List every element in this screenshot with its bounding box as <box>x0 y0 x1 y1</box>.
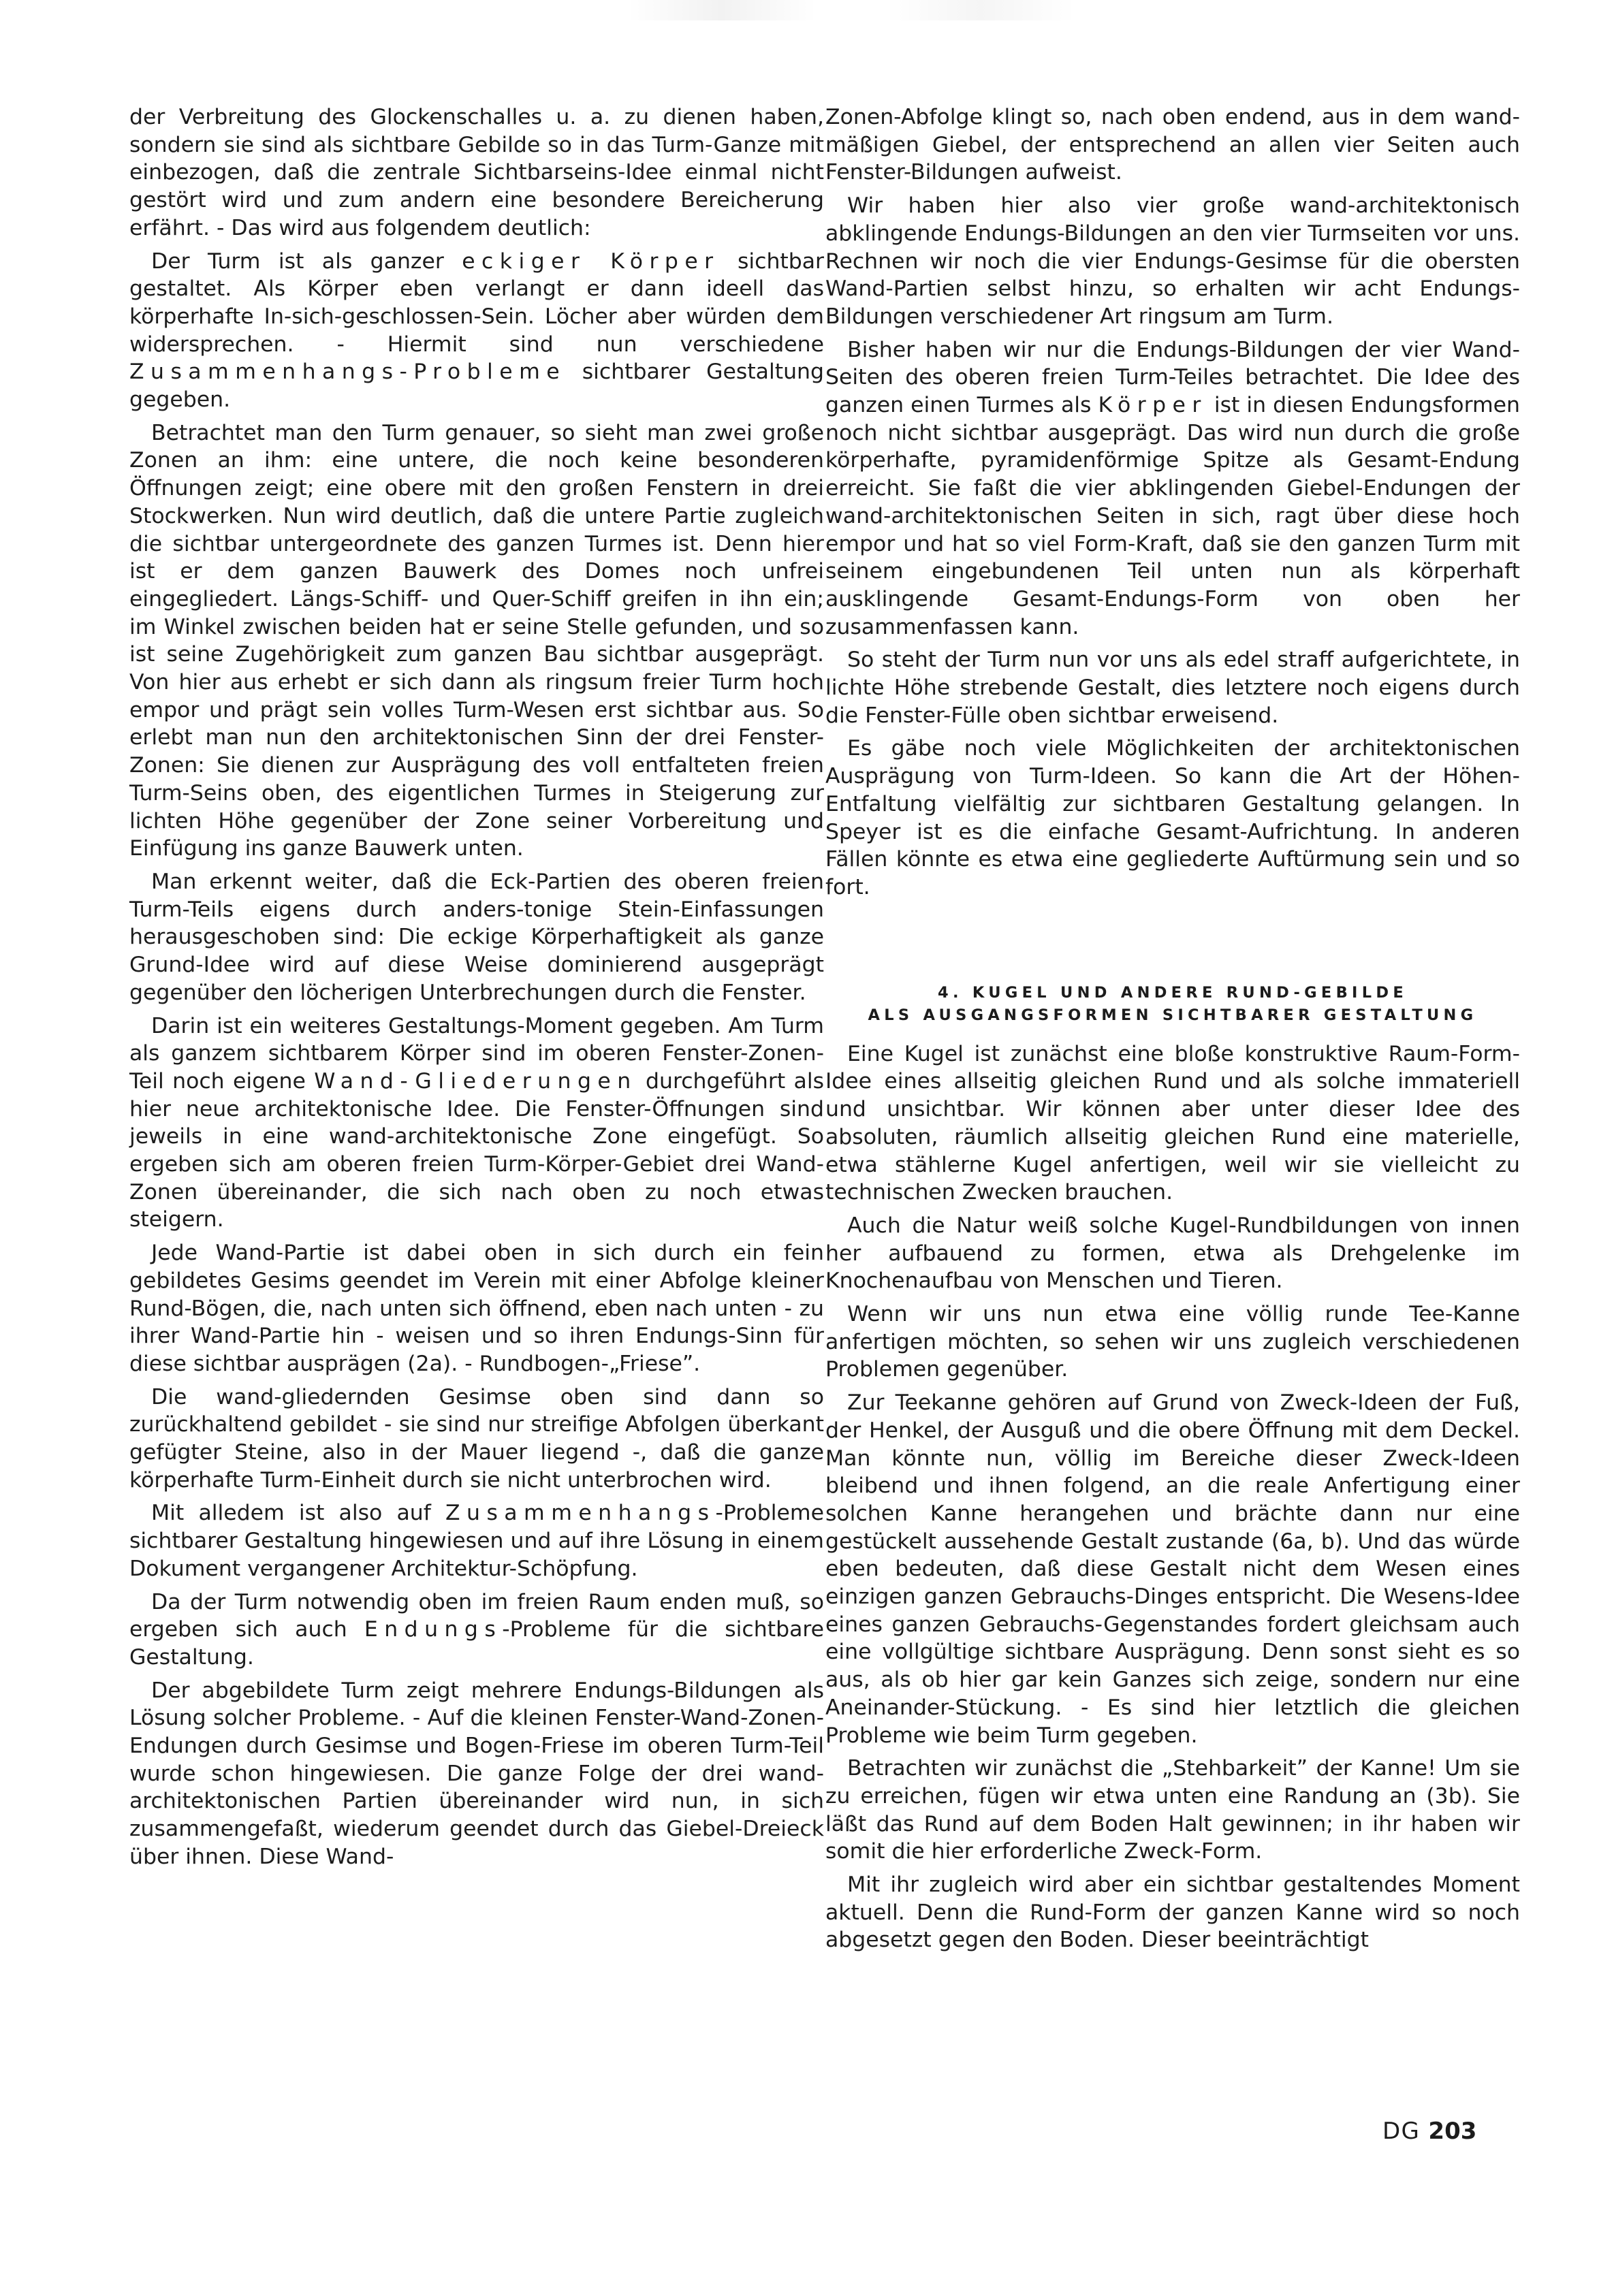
emphasis: Wand-Gliederungen <box>314 1068 637 1094</box>
paragraph: Mit alledem ist also auf Zusammenhangs-Probleme sichtbarer Gestaltung hingewiesen und auf ihre Lösung in einem Dokument vergangener Architektur-Schöpfung. <box>129 1501 824 1581</box>
paragraph: Die wand-gliedernden Gesimse oben sind dann so zurückhaltend gebildet - sie sind nur streifige Abfolgen überkant gefügter Steine, also in der Mauer liegend -, daß die ganze körperhafte Turm-Einheit durch sie nicht unterbrochen wird. <box>129 1384 824 1493</box>
paragraph: Wenn wir uns nun etwa eine völlig runde Tee-Kanne anfertigen möchten, so sehen wir uns zugleich verschiedenen Problemen gegenüber. <box>825 1302 1520 1382</box>
paragraph: der Verbreitung des Glockenschalles u. a. zu dienen haben, sondern sie sind als sichtbare Gebilde so in das Turm-Ganze mit einbezogen, daß die zentrale Sichtbarseins-Idee einmal nicht gestört wird und zum andern eine besondere Bereicherung erfährt. - Das wird aus folgendem deutlich: <box>129 105 824 240</box>
paragraph: Es gäbe noch viele Möglichkeiten der architektonischen Ausprägung von Turm-Ideen. So kann die Art der Höhen-Entfaltung vielfältig zur sichtbaren Gestaltung gelangen. In Speyer ist es die einfache Gesamt-Aufrichtung. In anderen Fällen könnte es etwa eine gegliederte Auftürmung sein und so fort. <box>825 736 1520 899</box>
page-folio <box>1382 2118 1476 2145</box>
paragraph: Man erkennt weiter, daß die Eck-Partien des oberen freien Turm-Teils eigens durch anders-tonige Stein-Einfassungen herausgeschoben sind: Die eckige Körperhaftigkeit als ganze Grund-Idee wird auf diese Weise dominierend ausgeprägt gegenüber den löcherigen Unterbrechungen durch die Fenster. <box>129 869 824 1005</box>
paragraph: Eine Kugel ist zunächst eine bloße konstruktive Raum-Form-Idee eines allseitig gleichen Rund und als solche immateriell und unsichtbar. Wir können aber unter dieser Idee des absoluten, räumlich allseitig gleichen Rund eine materielle, etwa stählerne Kugel anfertigen, weil wir sie vielleicht zu technischen Zwecken brauchen. <box>825 1041 1520 1205</box>
emphasis: Zusammenhangs <box>445 1501 716 1526</box>
right-column <box>825 103 1520 1960</box>
section-heading <box>825 982 1520 1027</box>
journal-label: DG <box>1382 2118 1421 2145</box>
emphasis: Zusammenhangs-Probleme <box>129 360 567 385</box>
paragraph: Betrachten wir zunächst die „Stehbarkeit” der Kanne! Um sie zu erreichen, fügen wir etwa unten eine Randung an (3b). Sie läßt das Rund auf dem Boden Halt gewinnen; in ihr haben wir somit die hier erforderliche Zweck-Form. <box>825 1756 1520 1864</box>
paragraph: Bisher haben wir nur die Endungs-Bildungen der vier Wand-Seiten des oberen freien Turm-Teiles betrachtet. Die Idee des ganzen einen Turmes als Körper ist in diesen Endungsformen noch nicht sichtbar ausgeprägt. Das wird nun durch die große körperhafte, pyramidenförmige Spitze als Gesamt-Endung erreicht. Sie faßt die vier abklingenden Giebel-Endungen der wand-architektonischen Seiten in sich, ragt über diese hoch empor und hat so viel Form-Kraft, daß sie den ganzen Turm mit seinem eingebundenen Teil unten nun als körperhaft ausklingende Gesamt-Endungs-Form von oben her zusammenfassen kann. <box>825 337 1520 639</box>
section-heading-line-1: 4. KUGEL UND ANDERE RUND-GEBILDE <box>938 983 1408 1002</box>
paragraph: Der Turm ist als ganzer eckiger Körper sichtbar gestaltet. Als Körper eben verlangt er dann ideell das körperhafte In-sich-geschlossen-Sein. Löcher aber würden dem widersprechen. - Hiermit sind nun verschiedene Zusammenhangs-Probleme sichtbarer Gestaltung gegeben. <box>129 249 825 413</box>
paragraph: Jede Wand-Partie ist dabei oben in sich durch ein fein gebildetes Gesims geendet im Verein mit einer Abfolge kleiner Rund-Bögen, die, nach unten sich öffnend, eben nach unten - zu ihrer Wand-Partie hin - weisen und so ihren Endungs-Sinn für diese sichtbar ausprägen (2a). - Rundbogen-„Friese”. <box>129 1241 824 1376</box>
left-column <box>129 103 824 1877</box>
emphasis: Endungs <box>364 1617 503 1642</box>
paragraph: Der abgebildete Turm zeigt mehrere Endungs-Bildungen als Lösung solcher Probleme. - Auf die kleinen Fenster-Wand-Zonen-Endungen durch Gesimse und Bogen-Friese im oberen Turm-Teil wurde schon hingewiesen. Die ganze Folge der drei wand-architektonischen Partien übereinander wird nun, in sich zusammengefaßt, wiederum geendet durch das Giebel-Dreieck über ihnen. Diese Wand- <box>129 1678 824 1869</box>
paragraph: Zonen-Abfolge klingt so, nach oben endend, aus in dem wand-mäßigen Giebel, der entsprechend an allen vier Seiten auch Fenster-Bildungen aufweist. <box>825 105 1520 185</box>
paragraph: Wir haben hier also vier große wand-architektonisch abklingende Endungs-Bildungen an den vier Turmseiten vor uns. Rechnen wir noch die vier Endungs-Gesimse für die obersten Wand-Partien selbst hinzu, so erhalten wir acht Endungs-Bildungen verschiedener Art ringsum am Turm. <box>825 193 1520 329</box>
scan-artifact <box>885 0 1076 20</box>
emphasis: eckiger Körper <box>462 249 720 274</box>
paragraph: Mit ihr zugleich wird aber ein sichtbar gestaltendes Moment aktuell. Denn die Rund-Form der ganzen Kanne wird so noch abgesetzt gegen den Boden. Dieser beeinträchtigt <box>825 1872 1520 1953</box>
page-number: 203 <box>1428 2118 1477 2145</box>
paragraph: Betrachtet man den Turm genauer, so sieht man zwei große Zonen an ihm: eine untere, die noch keine besonderen Öffnungen zeigt; eine obere mit den großen Fenstern in drei Stockwerken. Nun wird deutlich, daß die untere Partie zugleich die sichtbar untergeordnete des ganzen Turmes ist. Denn hier ist er dem ganzen Bauwerk des Domes noch unfrei eingegliedert. Längs-Schiff- und Quer-Schiff greifen in ihn ein; im Winkel zwischen beiden hat er seine Stelle gefunden, und so ist seine Zugehörigkeit zum ganzen Bau sichtbar ausgeprägt. Von hier aus erhebt er sich dann als ringsum freier Turm hoch empor und prägt sein volles Turm-Wesen erst sichtbar aus. So erlebt man nun den architektonischen Sinn der drei Fenster-Zonen: Sie dienen zur Ausprägung des voll entfalteten freien Turm-Seins oben, des eigentlichen Turmes in Steigerung zur lichten Höhe gegenüber der Zone seiner Vorbereitung und Einfügung ins ganze Bauwerk unten. <box>129 420 824 861</box>
paragraph: So steht der Turm nun vor uns als edel straff aufgerichtete, in lichte Höhe strebende Gestalt, dies letztere noch eigens durch die Fenster-Fülle oben sichtbar erweisend. <box>825 648 1520 728</box>
paragraph: Darin ist ein weiteres Gestaltungs-Moment gegeben. Am Turm als ganzem sichtbarem Körper sind im oberen Fenster-Zonen-Teil noch eigene Wand-Gliederungen durchgeführt als hier neue architektonische Idee. Die Fenster-Öffnungen sind jeweils in eine wand-architektonische Zone eingefügt. So ergeben sich am oberen freien Turm-Körper-Gebiet drei Wand-Zonen übereinander, die sich nach oben zu noch etwas steigern. <box>129 1013 824 1232</box>
paragraph: Auch die Natur weiß solche Kugel-Rundbildungen von innen her aufbauend zu formen, etwa als Drehgelenke im Knochenaufbau von Menschen und Tieren. <box>825 1213 1520 1294</box>
paragraph: Zur Teekanne gehören auf Grund von Zweck-Ideen der Fuß, der Henkel, der Ausguß und die obere Öffnung mit dem Deckel. Man könnte nun, völlig im Bereiche dieser Zweck-Ideen bleibend und ihnen folgend, an die reale Anfertigung einer solchen Kanne herangehen und brächte dann nur eine gestückelt aussehende Gestalt zustande (6a, b). Und das würde eben bedeuten, daß diese Gestalt nicht dem Wesen eines einzigen ganzen Gebrauchs-Dinges entspricht. Die Wesens-Idee eines ganzen Gebrauchs-Gegenstandes fordert gleichsam auch eine vollgültige sichtbare Ausprägung. Denn sonst sieht es so aus, als ob hier gar kein Ganzes sich zeige, sondern nur eine Aneinander-Stückung. - Es sind hier letztlich die gleichen Probleme wie beim Turm gegeben. <box>825 1390 1520 1748</box>
section-heading-line-2: ALS AUSGANGSFORMEN SICHTBARER GESTALTUNG <box>868 1006 1478 1024</box>
paragraph: Da der Turm notwendig oben im freien Raum enden muß, so ergeben sich auch Endungs-Probleme für die sichtbare Gestaltung. <box>129 1589 825 1670</box>
scan-artifact <box>627 0 817 20</box>
emphasis: Körper <box>1098 393 1207 418</box>
